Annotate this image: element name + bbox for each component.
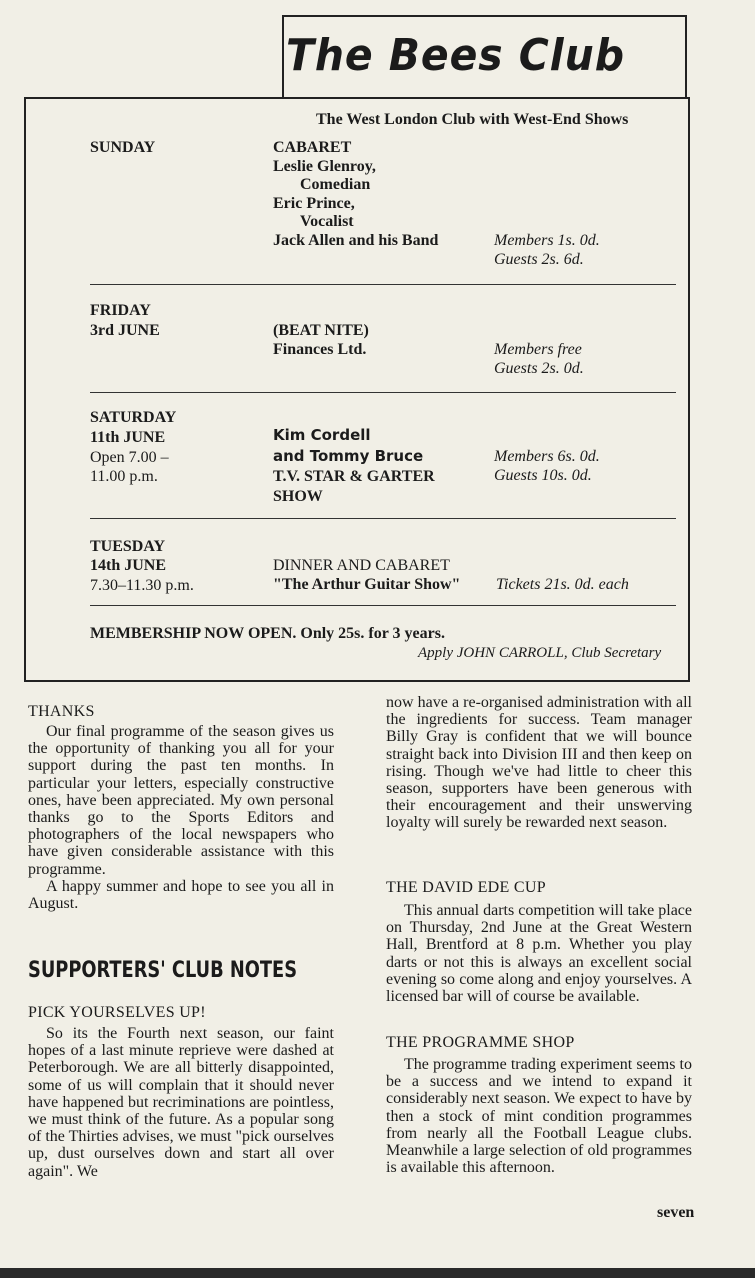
programme-shop-text [386,1056,692,1176]
thanks-paragraph-1: Our final programme of the season gives us the opportunity of thanking you all for your support during the past ten months. In particular your letters, especially constructive ones, have been appreciated. My own personal thanks go to the Sports Editors and photographers of the local newspapers who have given considerable assistance with this programme. [28,723,334,878]
tuesday-day: TUESDAY [90,538,165,555]
thanks-text [28,723,334,912]
friday-price-members: Members free [494,341,582,358]
saturday-time-close: 11.00 p.m. [90,468,158,485]
sunday-act2-name: Eric Prince, [273,195,355,212]
tuesday-time: 7.30–11.30 p.m. [90,577,194,594]
programme-shop-paragraph: The programme trading experiment seems to be a success and we intend to expand it considerably next season. We expect to have by then a stock of mint condition programmes from nearly all the Football League clubs. Meanwhile a large selection of old programmes is available this afternoon. [386,1056,692,1177]
saturday-time-open: Open 7.00 – [90,449,169,466]
club-title: The Bees Club [286,30,625,81]
saturday-day: SATURDAY [90,409,177,426]
friday-act-name: Finances Ltd. [273,341,367,358]
sunday-price-members: Members 1s. 0d. [494,232,600,249]
david-ede-cup-heading: THE DAVID EDE CUP [386,879,546,896]
friday-price-guests: Guests 2s. 0d. [494,360,584,377]
divider [90,605,676,606]
saturday-act3: T.V. STAR & GARTER [273,468,435,485]
david-ede-paragraph: This annual darts competition will take place on Thursday, 2nd June at the Great Western Hall, Brentford at 8 p.m. Whether you play darts or not this is always an excellent social evening so come along and enjoy yourselves. A licensed bar will of course be available. [386,902,692,1006]
pick-continued-text [386,694,692,832]
programme-shop-heading: THE PROGRAMME SHOP [386,1034,575,1051]
divider [90,518,676,519]
pick-text [28,1025,334,1180]
sunday-price-guests: Guests 2s. 6d. [494,251,584,268]
sunday-act3-name: Jack Allen and his Band [273,232,439,249]
saturday-act2: and Tommy Bruce [273,447,424,465]
supporters-club-heading: SUPPORTERS' CLUB NOTES [28,958,298,983]
saturday-act1: Kim Cordell [273,426,371,444]
saturday-price-guests: Guests 10s. 0d. [494,467,592,484]
friday-date: 3rd JUNE [90,322,160,339]
divider [90,392,676,393]
david-ede-text [386,902,692,1005]
friday-day: FRIDAY [90,302,151,319]
club-subtitle: The West London Club with West-End Shows [316,111,629,128]
thanks-paragraph-2: A happy summer and hope to see you all in August. [28,877,334,913]
pick-paragraph-1: So its the Fourth next season, our faint hopes of a last minute reprieve were dashed at Peterborough. We are all bitterly disappointed, some of us will complain that it should never have happened but recriminations are pointless, we must think of the future. As a popular song of the Thirties advises, we must "pick ourselves up, dust ourselves down and start all over again". We [28,1025,334,1180]
tuesday-date: 14th JUNE [90,557,167,574]
membership-notice: MEMBERSHIP NOW OPEN. Only 25s. for 3 years. [90,625,445,642]
sunday-act1-name: Leslie Glenroy, [273,158,376,175]
bottom-edge [0,1268,755,1278]
sunday-act-title: CABARET [273,139,352,156]
page-number: seven [657,1204,695,1221]
saturday-date: 11th JUNE [90,429,166,446]
sunday-act2-role: Vocalist [300,213,354,230]
thanks-heading: THANKS [28,703,95,720]
saturday-act4: SHOW [273,488,323,505]
friday-act-title: (BEAT NITE) [273,322,369,339]
tuesday-price: Tickets 21s. 0d. each [496,576,629,593]
tuesday-act-name: "The Arthur Guitar Show" [273,576,461,593]
divider [90,284,676,285]
sunday-day: SUNDAY [90,139,156,156]
sunday-act1-role: Comedian [300,176,371,193]
tuesday-act-title: DINNER AND CABARET [273,557,450,574]
pick-yourselves-up-heading: PICK YOURSELVES UP! [28,1004,206,1021]
saturday-price-members: Members 6s. 0d. [494,448,600,465]
apply-secretary: Apply JOHN CARROLL, Club Secretary [418,645,662,661]
pick-paragraph-2: now have a re-organised administration with all the ingredients for success. Team manager Billy Gray is confident that we will bounce straight back into Division III and then keep on rising. Though we've had little to cheer this season, supporters have been generous with their encouragement and their unswerving loyalty will surely be rewarded next season. [386,694,692,832]
